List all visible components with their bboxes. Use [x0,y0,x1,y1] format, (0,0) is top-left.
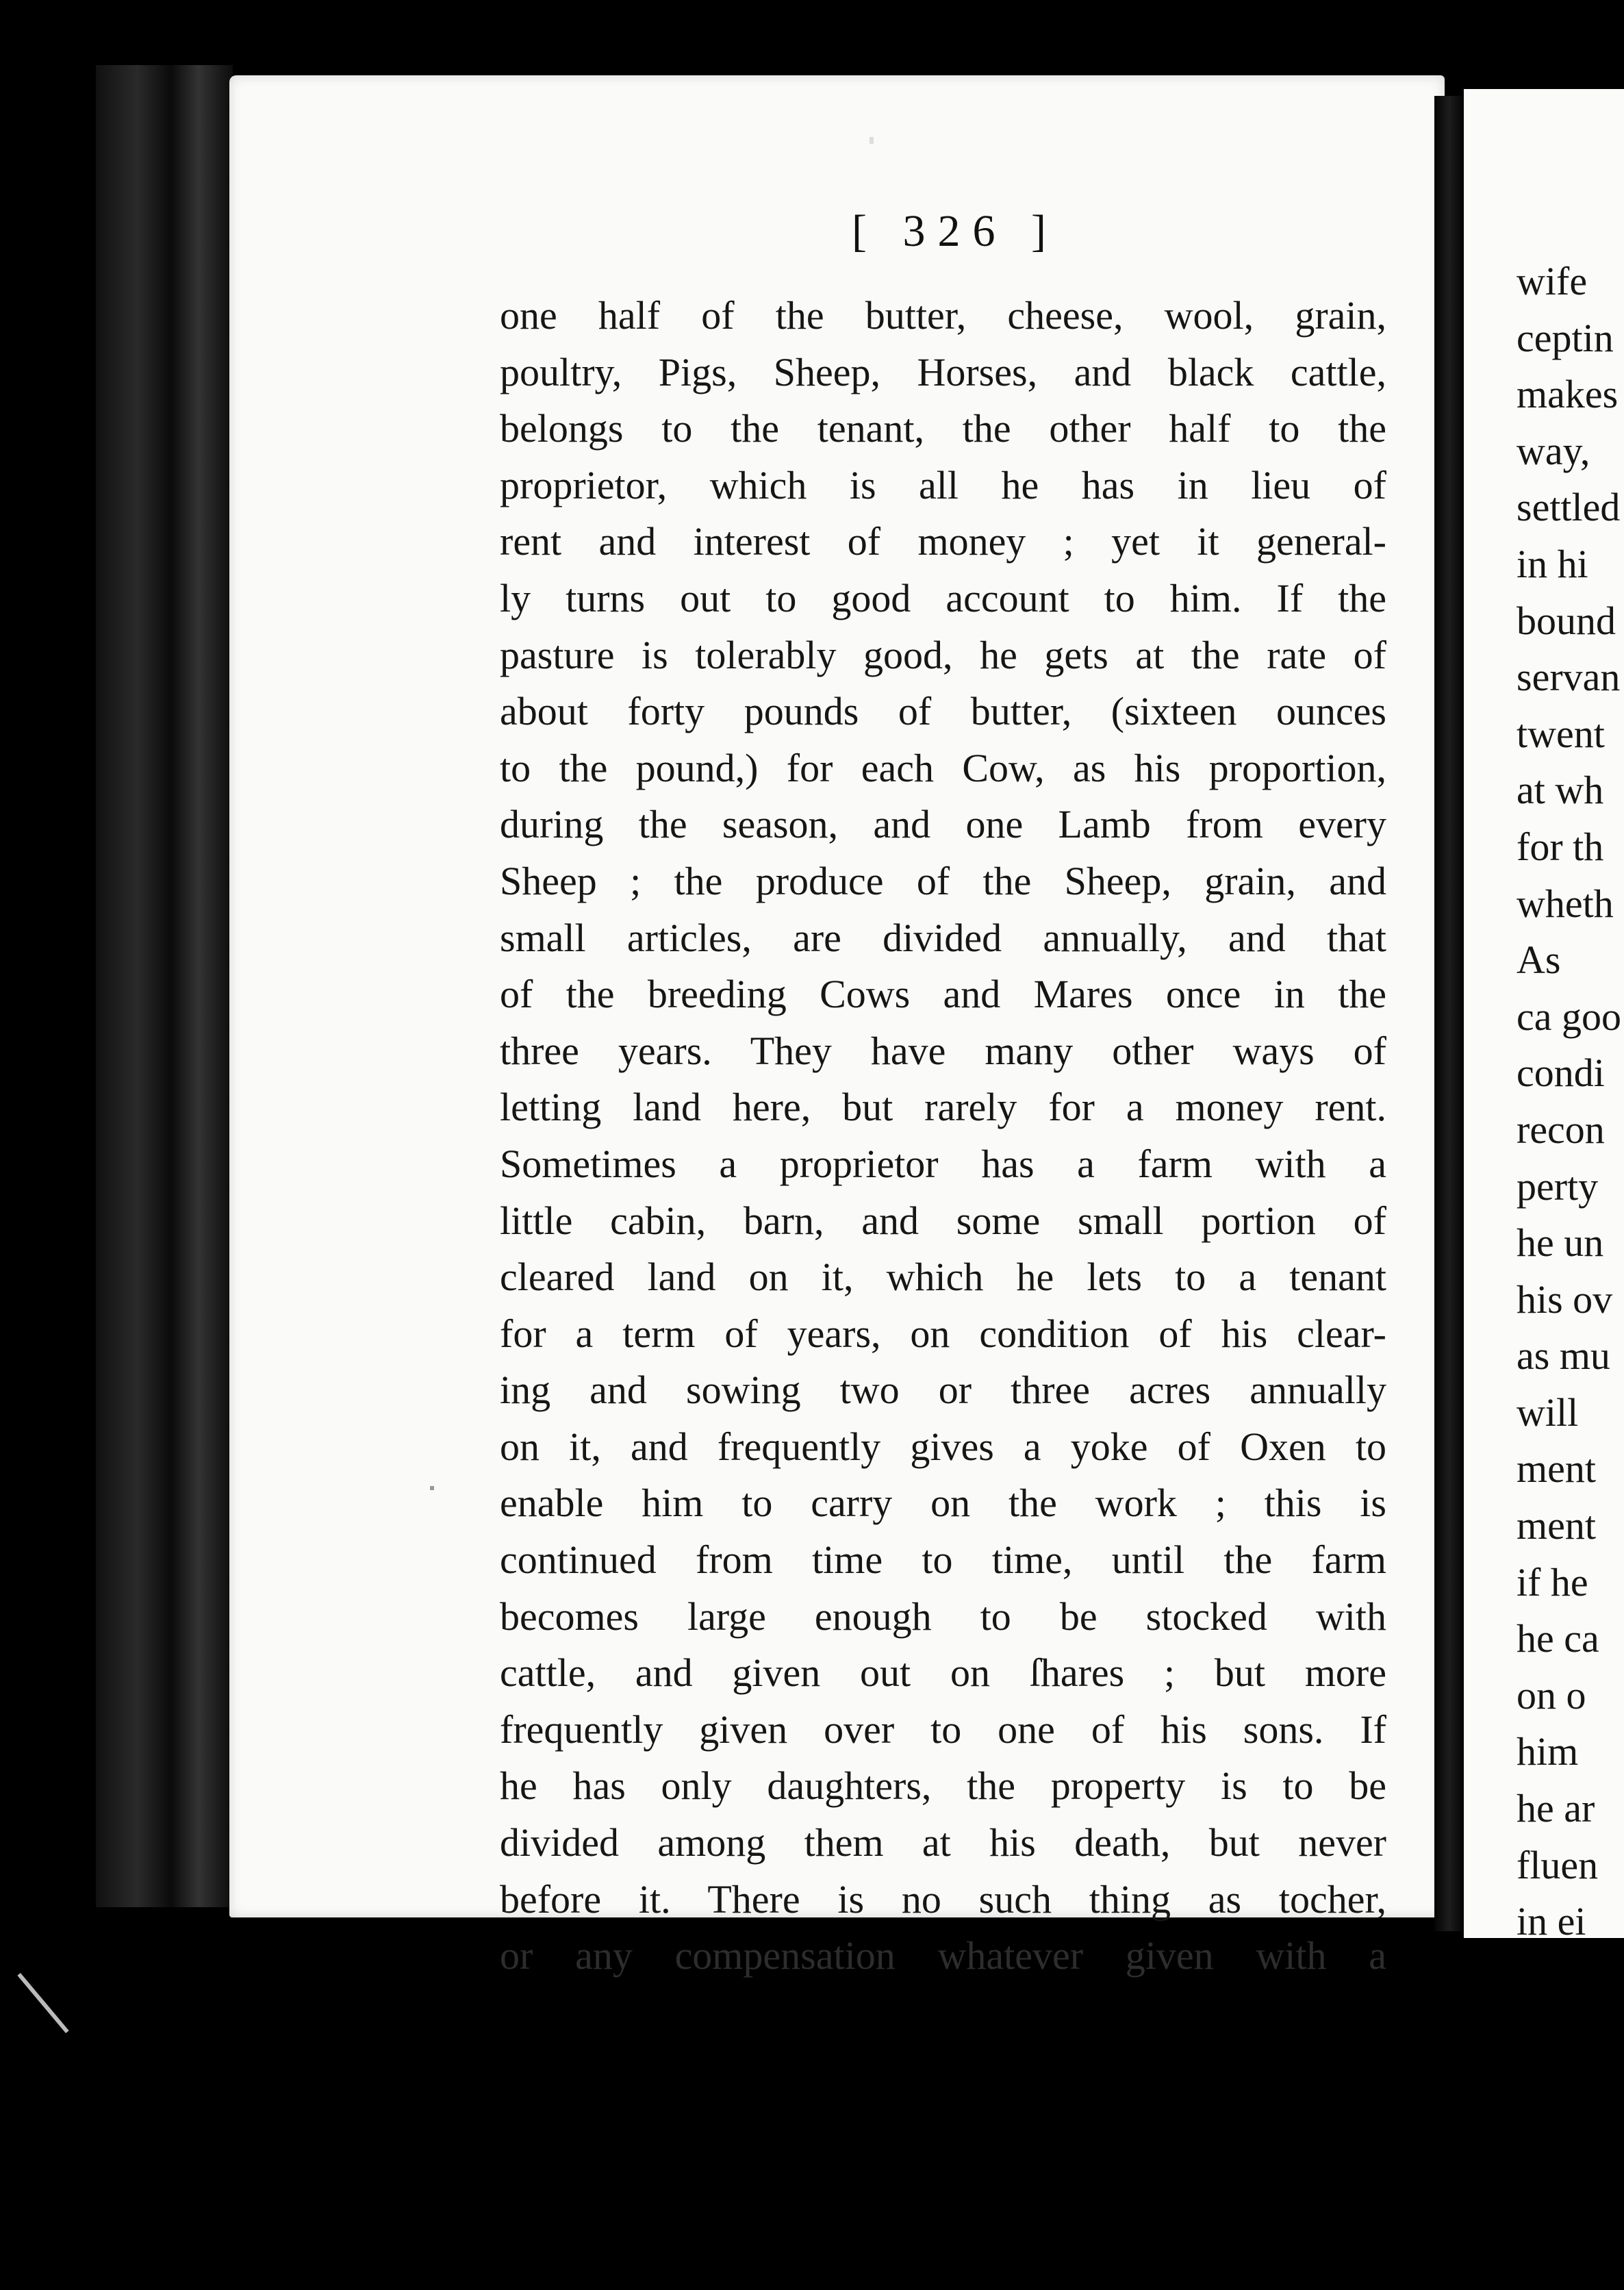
next-page-line: perty [1517,1163,1599,1209]
next-page-line: ment [1517,1503,1596,1548]
next-page-line: he ca [1517,1616,1599,1661]
next-page-line: wheth [1517,881,1614,926]
next-page-line: he ar [1517,1786,1595,1831]
body-text [500,288,1386,1985]
text-line: or any compensation whatever given with a [500,1933,1386,1978]
text-line: rent and interest of money ; yet it general- [500,519,1386,564]
text-line: divided among them at his death, but never [500,1820,1386,1865]
text-line: becomes large enough to be stocked with [500,1594,1386,1639]
next-page-line: settled [1517,485,1621,530]
text-line: poultry, Pigs, Sheep, Horses, and black cattle, [500,349,1386,394]
text-line: three years. They have many other ways of [500,1028,1386,1073]
next-page-line: him [1517,1729,1579,1774]
next-page-line: As [1517,938,1561,983]
text-line: Sometimes a proprietor has a farm with a [500,1141,1386,1186]
text-line: Sheep ; the produce of the Sheep, grain, and [500,858,1386,903]
scan-speck [430,1486,434,1490]
text-line: small articles, are divided annually, and that [500,915,1386,960]
text-line: enable him to carry on the work ; this is [500,1481,1386,1526]
text-line: little cabin, barn, and some small portion of [500,1198,1386,1243]
next-page-line: fluen [1517,1842,1599,1887]
text-line: he has only daughters, the property is to be [500,1763,1386,1809]
page-number-header: [ 326 ] [852,206,1058,256]
next-page-line: at wh [1517,768,1604,813]
next-page-line: his ov [1517,1276,1613,1322]
text-line: before it. There is no such thing as tocher, [500,1876,1386,1922]
next-page-line: wife [1517,259,1588,303]
book-gutter [1434,96,1465,1931]
text-line: of the breeding Cows and Mares once in the [500,972,1386,1017]
text-line: for a term of years, on condition of his clear- [500,1311,1386,1356]
text-line: about forty pounds of butter, (sixteen ounces [500,689,1386,734]
text-line: on it, and frequently gives a yoke of Oxen to [500,1424,1386,1469]
text-line: cattle, and given out on ſhares ; but more [500,1650,1386,1696]
next-page-text [1517,253,1624,1950]
text-line: letting land here, but rarely for a money rent. [500,1085,1386,1130]
next-page-line: in ei [1517,1899,1586,1944]
text-line: pasture is tolerably good, he gets at the rate of [500,632,1386,677]
next-page-line: ment [1517,1446,1596,1492]
text-line: ing and sowing two or three acres annually [500,1368,1386,1413]
text-line: frequently given over to one of his sons. If [500,1707,1386,1752]
book-fore-edge [96,65,233,1907]
text-line: proprietor, which is all he has in lieu of [500,462,1386,507]
next-page-line: makes [1517,372,1619,417]
next-page-line: recon [1517,1107,1605,1152]
next-page-line: condi [1517,1050,1605,1096]
text-line: one half of the butter, cheese, wool, grain, [500,293,1386,338]
next-page-line: servan [1517,655,1621,700]
scan-speck [870,137,874,144]
text-line: during the season, and one Lamb from every [500,802,1386,847]
next-page-line: in hi [1517,541,1588,586]
next-page-line: ca goo [1517,994,1621,1039]
next-page-line: twent [1517,711,1605,756]
next-page-line: will [1517,1389,1579,1435]
text-line: ly turns out to good account to him. If the [500,575,1386,620]
next-page-line: on o [1517,1672,1586,1718]
next-page-line: he un [1517,1220,1604,1266]
text-line: continued from time to time, until the farm [500,1537,1386,1583]
next-page-line: if he [1517,1559,1588,1605]
text-line: to the pound,) for each Cow, as his proportion, [500,745,1386,790]
next-page-line: ceptin [1517,315,1614,360]
next-page-line: as mu [1517,1333,1610,1379]
text-line: belongs to the tenant, the other half to the [500,406,1386,451]
next-page-line: for th [1517,824,1604,869]
next-page-line: way, [1517,428,1590,473]
scan-scratch [17,1973,68,2033]
next-page-line: bound [1517,598,1616,643]
text-line: cleared land on it, which he lets to a tenant [500,1255,1386,1300]
